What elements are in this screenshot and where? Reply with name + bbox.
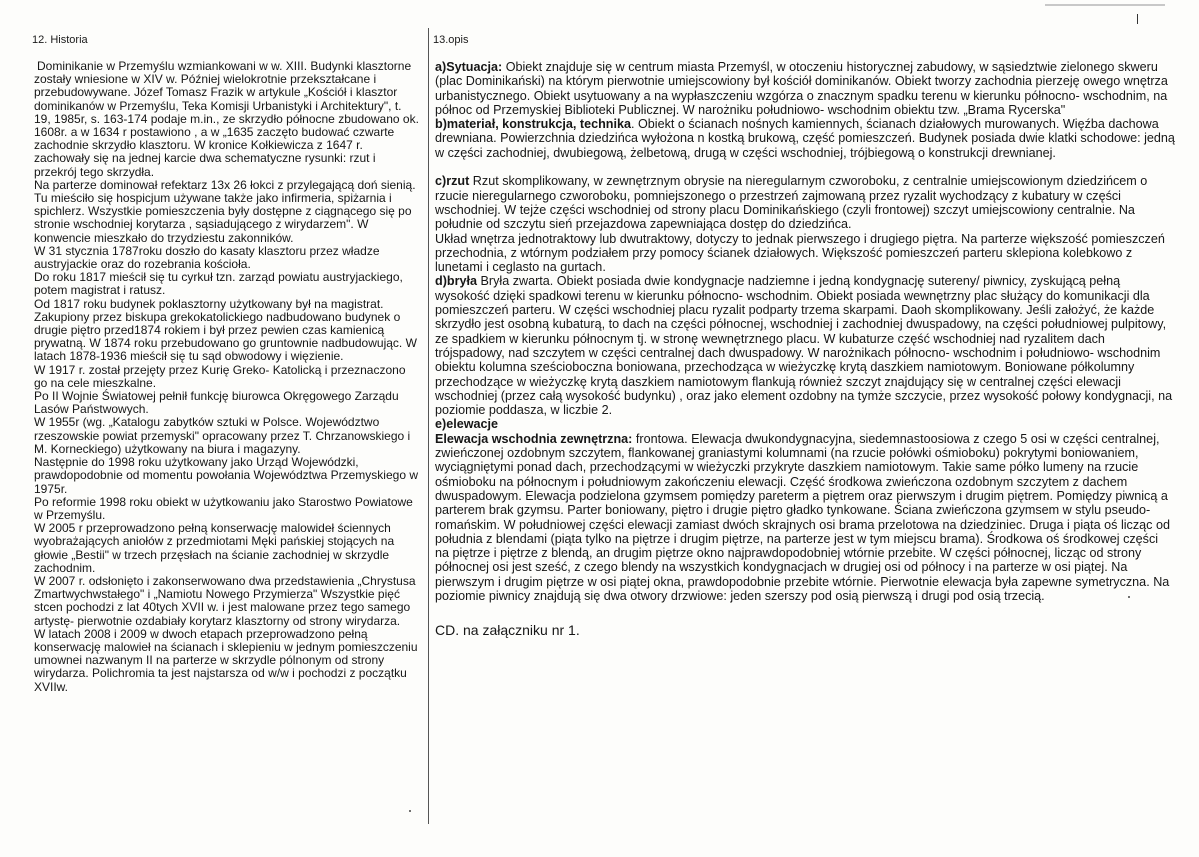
history-paragraph: Po reformie 1998 roku obiekt w użytkowaniu jako Starostwo Powiatowe w Przemyślu. [34, 494, 413, 522]
history-paragraph: Dominikanie w Przemyślu wzmiankowani w w. XIII. Budynki klasztorne zostały wniesione w XIV w. Później wielokrotnie przekształcane i przebudowywane. Józef Tomasz Frazik w artykule „Kościół i klasztor dominikanów w Przemyślu, Teka Komisji Urbanistyki i Architektury", t. 19, 1985r, s. 163-174 podaje m.in., ze skrzydło północne zbudowano ok. 1608r. a w 1634 r postawiono , a w „1635 zaczęto budować czwarte zachodnie skrzydło klasztoru. W kronice Kołkiewicza z 1647 r. zachowały się na jednej karcie dwa schematyczne rysunki: rzut i przekrój tego skrzydła. [34, 59, 419, 179]
section-text: . Obiekt o ścianach nośnych kamiennych, ścianach działowych murowanych. Więźba dachowa drewniana. Powierzchnia dziedzińca wyłożona n kostką brukową, część pomieszczeń. Budynek posiada dwie klatki schodowe: jedną w części zachodniej, dwubiegową, żelbetową, drugą w części wschodniej, trójbiegową o konstrukcji drewnianej. [435, 117, 1175, 160]
section-situation [435, 60, 1175, 117]
history-paragraph: W 31 stycznia 1787roku doszło do kasaty klasztoru przez władze austryjackie oraz do rozebrania kościoła. [34, 243, 380, 272]
history-column [28, 28, 429, 824]
section-text: frontowa. Elewacja dwukondygnacyjna, siedemnastoosiowa z czego 5 osi w części centralnej, zwieńczonej ozdobnym szczytem, flankowanej graniastymi kolumnami (na rzucie połówki ośmioboku) pokrytymi boniowaniem, wyciągniętymi ponad dach, przechodzącymi w wieżyczki przykryte daszkiem namiotowym. Takie same półko lumeny na rzucie ośmioboku na północnym i południowym zakończeniu elewacji. Część środkowa zwieńczona ozdobnym szczytem z dachem dwuspadowym. Elewacja podzielona gzymsem pomiędzy pareterm a piętrem oraz pierwszym i drugim piętrem. Pomiędzy piwnicą a parterem brak gzymsu. Parter boniowany, piętro i drugie piętro gładko tynkowane. Ściana zwieńczona gzymsem w stylu pseudo- romańskim. W południowej części elewacji zamiast dwóch skrajnych osi brama przelotowa na dziedziniec. Druga i piąta oś licząc od południa z blendami (piąta tylko na piętrze i drugim piętrze, na parterze jest w tym miejscu brama). Środkowa oś środkowej części na piętrze i piętrze z blendą, an drugim piętrze okno najprawdopodobniej wtórnie przebite. W części północnej, licząc od strony północnej osi jest sześć, z czego blendy na wszystkich kondygnacjach w drugiej osi od północy i na parterze w osi piątej. Na pierwszym i drugim piętrze w osi piątej okna, prawdopodobnie przebite wtórnie. Pierwotnie elewacja była zapewne symetryczna. Na poziomie piwnicy znajdują się dwa otwory drzwiowe: jeden szerszy pod osią pierwszą i drugi pod osią trzecią. [435, 431, 1170, 603]
form-grid [28, 28, 1183, 824]
section-label: b)materiał, konstrukcja, technika [435, 117, 631, 132]
section-east-elevation [435, 432, 1175, 604]
section-plan [435, 160, 1175, 274]
section-text: Obiekt znajduje się w centrum miasta Przemyśl, w otoczeniu historycznej zabudowy, w sąsiedztwie zielonego skweru (plac Dominikański) na którym pierwotnie umiejscowiony był kościół dominikanów. Obiekt tworzy zachodnia pierzeję owego wnętrza urbanistycznego. Obiekt usytuowany a na wypłaszczeniu wzgórza o znacznym spadku terenu w kierunku północno- wschodnim, na północ od Przemyskiej Biblioteki Publicznej. W narożniku południowo- wschodnim obiektu tzw. „Brama Rycerska" [435, 60, 1168, 117]
history-paragraph: W 1917 r. został przejęty przez Kurię Greko- Katolicką i przeznaczono go na cele mieszkalne. [34, 362, 406, 390]
section-label: e)elewacje [435, 417, 499, 432]
history-paragraph: Od 1817 roku budynek poklasztorny użytkowany był na magistrat. Zakupiony przez biskupa grekokatolickiego nadbudowano budynek o drugie piętro przed1874 rokiem i był przez pewien czas kamienicą prywatną. W 1874 roku przebudowano go gruntownie nadbudowując. W latach 1878-1936 mieścił się tu sąd obwodowy i więzienie. [34, 296, 417, 364]
history-paragraph: Następnie do 1998 roku użytkowany jako Urząd Wojewódzki, prawdopodobnie od momentu powołania Województwa Przemyskiego w 1975r. [34, 455, 418, 496]
history-text [28, 56, 428, 694]
history-paragraph: Do roku 1817 mieścił się tu cyrkuł tzn. zarząd powiatu austryjackiego, potem magistrat i ratusz. [34, 270, 403, 298]
scan-mark [1045, 4, 1165, 6]
section-label: Elewacja wschodnia zewnętrzna: [435, 431, 633, 446]
history-paragraph: Na parterze dominował refektarz 13x 26 łokci z przylegającą doń sienią. Tu mieściło się hospicjum używane także jako infirmeria, spiżarnia i spichlerz. Wszystkie pomieszczenia były dostępne z ciągnącego się po stronie wschodniej korytarza , sąsiadującego z wirydarzem". W konwencie mieszkało do trzydziestu zakonników. [34, 177, 416, 245]
section-label: d)bryła [435, 274, 477, 289]
history-paragraph: W 1955r (wg. „Katalogu zabytków sztuki w Polsce. Województwo rzeszowskie powiat przemyski" opracowany przez T. Chrzanowskiego i M. Korneckiego) użytkowany na biura i magazyny. [34, 415, 411, 456]
section-label: c)rzut [435, 174, 470, 189]
section-text: Bryła zwarta. Obiekt posiada dwie kondygnacje nadziemne i jedną kondygnację sutereny/ piwnicy, zyskującą pełną wysokość dzięki spadkowi terenu w kierunku północno- wschodnim. Obiekt posiada wewnętrzny plac służący do komunikacji dla pomieszczeń parteru. W części wschodniej placu ryzalit podparty trzema skarpami. Daoh skomplikowany. Jeśli założyć, że każde skrzydło jest osobną kubaturą, to dach na części północnej, wschodniej i zachodniej dwuspadowy, na części południowej pulpitowy, ze spadkiem w kierunku północnym tj. w stronę wewnętrznego placu. W kubaturze część wschodniej nad ryzalitem dach trójspadowy, nad szczytem w części centralnej dach dwuspadowy. W narożnikach północno- wschodnim i południowo- wschodnim obiektu kolumna sześcioboczna boniowana, przechodząca w wieżyczkę krytą daszkiem namiotowym. Boniowane półkolumny przechodzące w wieżyczkę krytą daszkiem namiotowym flankują również szczyt znajdujący się w centralnej części elewacji wschodniej (przez całą wysokość budynku) , oraz jako element ozdobny na tymże szczycie, przez wysokość połowy kondygnacji, na poziomie poddasza, w liczbie 2. [435, 274, 1173, 418]
section-mass [435, 274, 1175, 417]
section-text: Rzut skomplikowany, w zewnętrznym obrysie na nieregularnym czworoboku, z centralnie umiejscowionym dziedzińcem o rzucie nieregularnego czworoboku, pomniejszonego o przestrzeń zajmowaną przez ryzalit wychodzący z kubatury w części wschodniej. W tejże części wschodniej od strony placu Dominikańskiego (czyli frontowej) szczyt umiejscowiony centralnie. Na południe od szczytu sień przejazdowa zapewniająca dostęp do dziedzińca. Układ wnętrza jednotraktowy lub dwutraktowy, dotyczy to jednak pierwszego i drugiego piętra. Na parterze większość pomieszczeń przechodnia, z wtórnym podziałem przy pomocy ścianek działowych. Większość pomieszczeń parteru sklepiona kolebkowo z lunetami i ceglasto na gurtach. [435, 174, 1165, 275]
scan-speck [1128, 596, 1130, 598]
section-material [435, 117, 1175, 160]
history-paragraph: Po II Wojnie Światowej pełnił funkcję biurowca Okręgowego Zarządu Lasów Państwowych. [34, 389, 399, 417]
scan-speck [409, 810, 411, 812]
description-column [429, 28, 1183, 824]
history-paragraph: W 2007 r. odsłonięto i zakonserwowano dwa przedstawienia „Chrystusa Zmartwychwstałego" i „Namiotu Nowego Przymierza" Wszystkie pięć stcen pochodzi z lat 40tych XVII w. i jest malowane przez tego samego artystę- pierwotnie ozdabiały korytarz klasztorny od strony wirydarza. [34, 573, 416, 628]
description-header: 13.opis [433, 34, 469, 46]
scan-mark [1137, 14, 1138, 24]
section-elevations [435, 417, 1175, 431]
continuation-note: CD. na załączniku nr 1. [435, 622, 580, 639]
section-label: a)Sytuacja: [435, 60, 503, 74]
history-paragraph: W 2005 r przeprowadzono pełną konserwację malowideł ściennych wyobrażających aniołów z przedmiotami Męki pańskiej stojących na głowie „Bestii" w trzech przęsłach na ścianie zachodniej w skrzydle zachodnim. [34, 521, 395, 575]
description-text [429, 56, 1183, 638]
history-header: 12. Historia [32, 34, 88, 46]
history-paragraph: W latach 2008 i 2009 w dwoch etapach przeprowadzono pełną konserwację malowieł na ścianach i sklepieniu w jednym pomieszczeniu umownei nazwanym II na parterze w skrzydle pólnonym od strony wirydarza. Polichromia ta jest najstarsza od w/w i pochodzi z początku XVIIw. [34, 626, 418, 694]
